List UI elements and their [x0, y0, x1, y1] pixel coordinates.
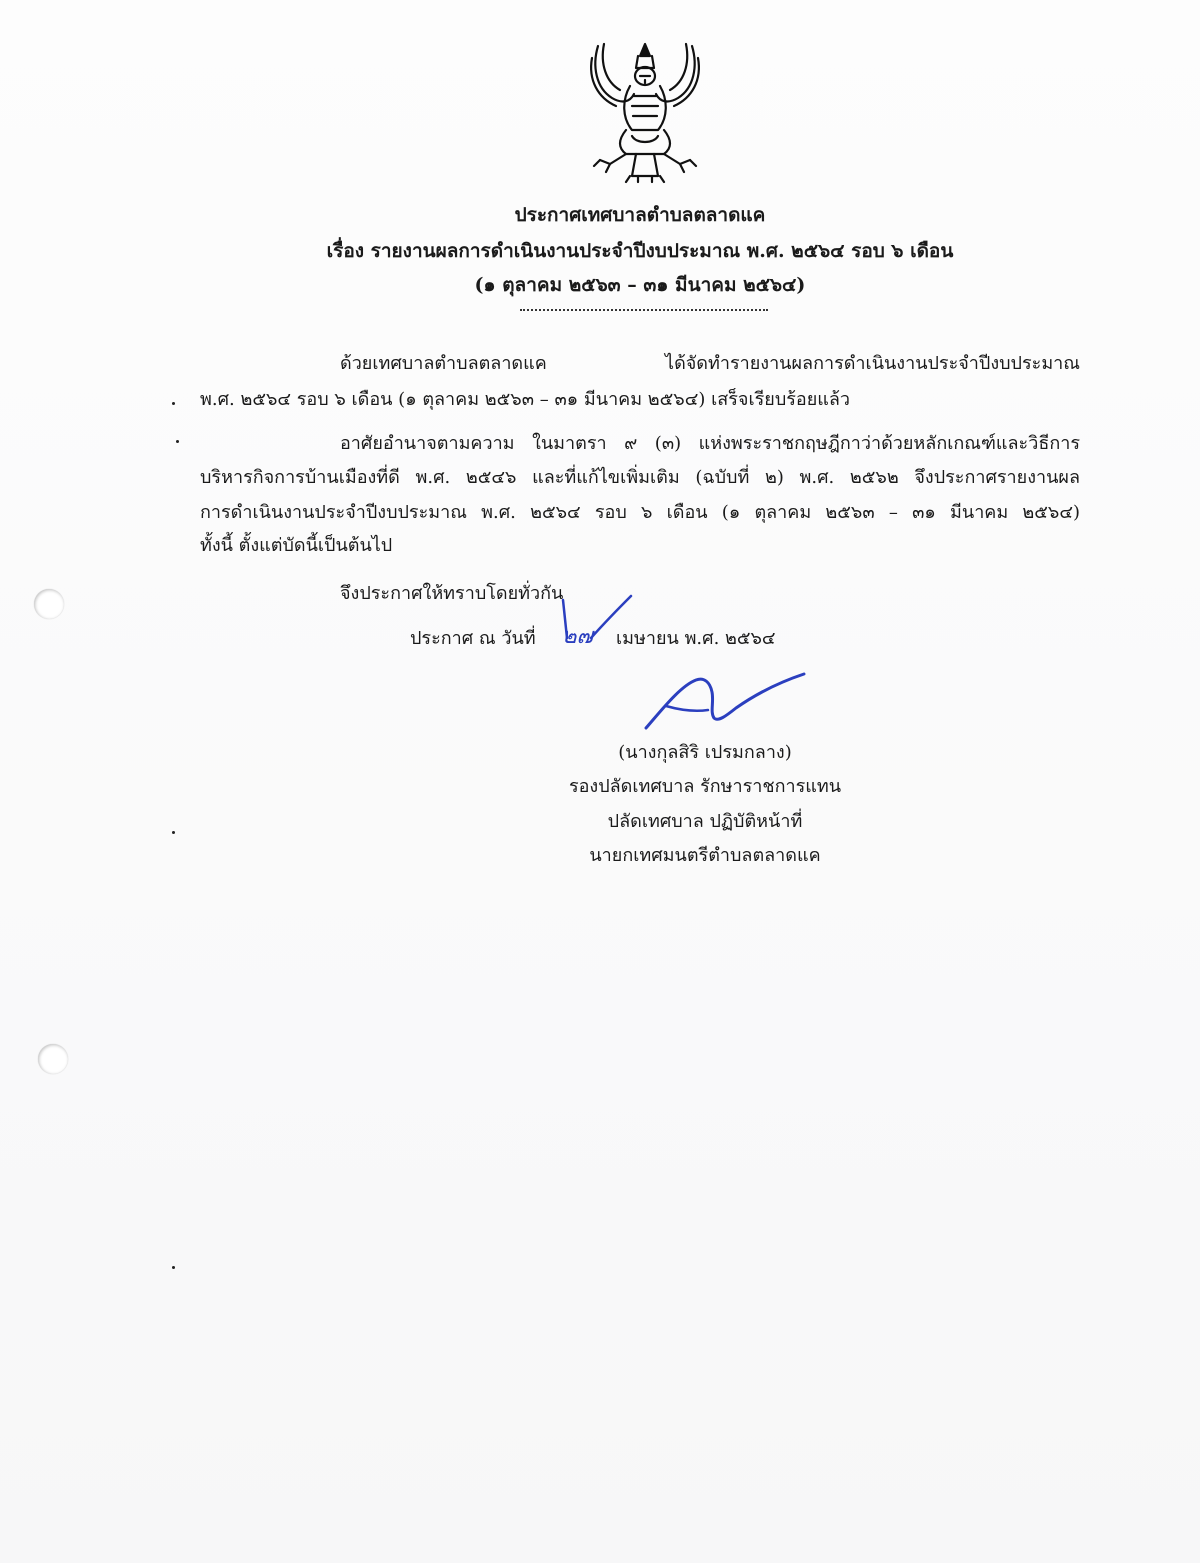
garuda-emblem-icon	[570, 36, 720, 186]
announcement-subject: เรื่อง รายงานผลการดำเนินงานประจำปีงบประมาณ พ.ศ. ๒๕๖๔ รอบ ๖ เดือน	[326, 240, 954, 262]
paragraph-2-line-4: ทั้งนี้ ตั้งแต่บัดนี้เป็นต้นไป	[200, 535, 393, 556]
signatory-position-3: นายกเทศมนตรีตำบลตลาดแค	[589, 845, 821, 866]
date-prefix: ประกาศ ณ วันที่	[410, 628, 536, 649]
paragraph-2-line-3: การดำเนินงานประจำปีงบประมาณ พ.ศ. ๒๕๖๔ รอบ ๖ เดือน (๑ ตุลาคม ๒๕๖๓ – ๓๑ มีนาคม ๒๕๖๔)	[200, 502, 1080, 523]
signatory-name: (นางกุลสิริ เปรมกลาง)	[618, 742, 792, 763]
date-suffix: เมษายน พ.ศ. ๒๕๖๔	[616, 628, 776, 649]
paragraph-2-line-1: อาศัยอำนาจตามความ ในมาตรา ๙ (๓) แห่งพระราชกฤษฎีกาว่าด้วยหลักเกณฑ์และวิธีการ	[340, 433, 1080, 454]
scan-speck	[176, 440, 179, 443]
signatory-position-1: รองปลัดเทศบาล รักษาราชการแทน	[568, 776, 842, 797]
signatory-position-2: ปลัดเทศบาล ปฏิบัติหน้าที่	[607, 811, 803, 832]
closing-statement: จึงประกาศให้ทราบโดยทั่วกัน	[340, 583, 564, 604]
scan-speck	[172, 402, 175, 405]
scan-speck	[172, 831, 175, 834]
punch-hole-bottom	[38, 1044, 68, 1074]
paragraph-1-line-1: ด้วยเทศบาลตำบลตลาดแค ได้จัดทำรายงานผลการดำเนินงานประจำปีงบประมาณ	[340, 353, 1080, 374]
scan-speck	[172, 1266, 175, 1269]
announcement-title: ประกาศเทศบาลตำบลตลาดแค	[514, 204, 766, 226]
announcement-period: (๑ ตุลาคม ๒๕๖๓ – ๓๑ มีนาคม ๒๕๖๔)	[474, 274, 806, 296]
date-day-handwritten: ๒๗	[562, 624, 594, 649]
paragraph-2-line-2: บริหารกิจการบ้านเมืองที่ดี พ.ศ. ๒๕๔๖ และที่แก้ไขเพิ่มเติม (ฉบับที่ ๒) พ.ศ. ๒๕๖๒ จึงประกาศรายงานผล	[200, 467, 1080, 488]
title-divider	[520, 309, 768, 311]
paragraph-1-line-2: พ.ศ. ๒๕๖๔ รอบ ๖ เดือน (๑ ตุลาคม ๒๕๖๓ – ๓๑ มีนาคม ๒๕๖๔) เสร็จเรียบร้อยแล้ว	[200, 389, 851, 410]
punch-hole-top	[34, 589, 64, 619]
handwritten-signature	[640, 672, 810, 734]
